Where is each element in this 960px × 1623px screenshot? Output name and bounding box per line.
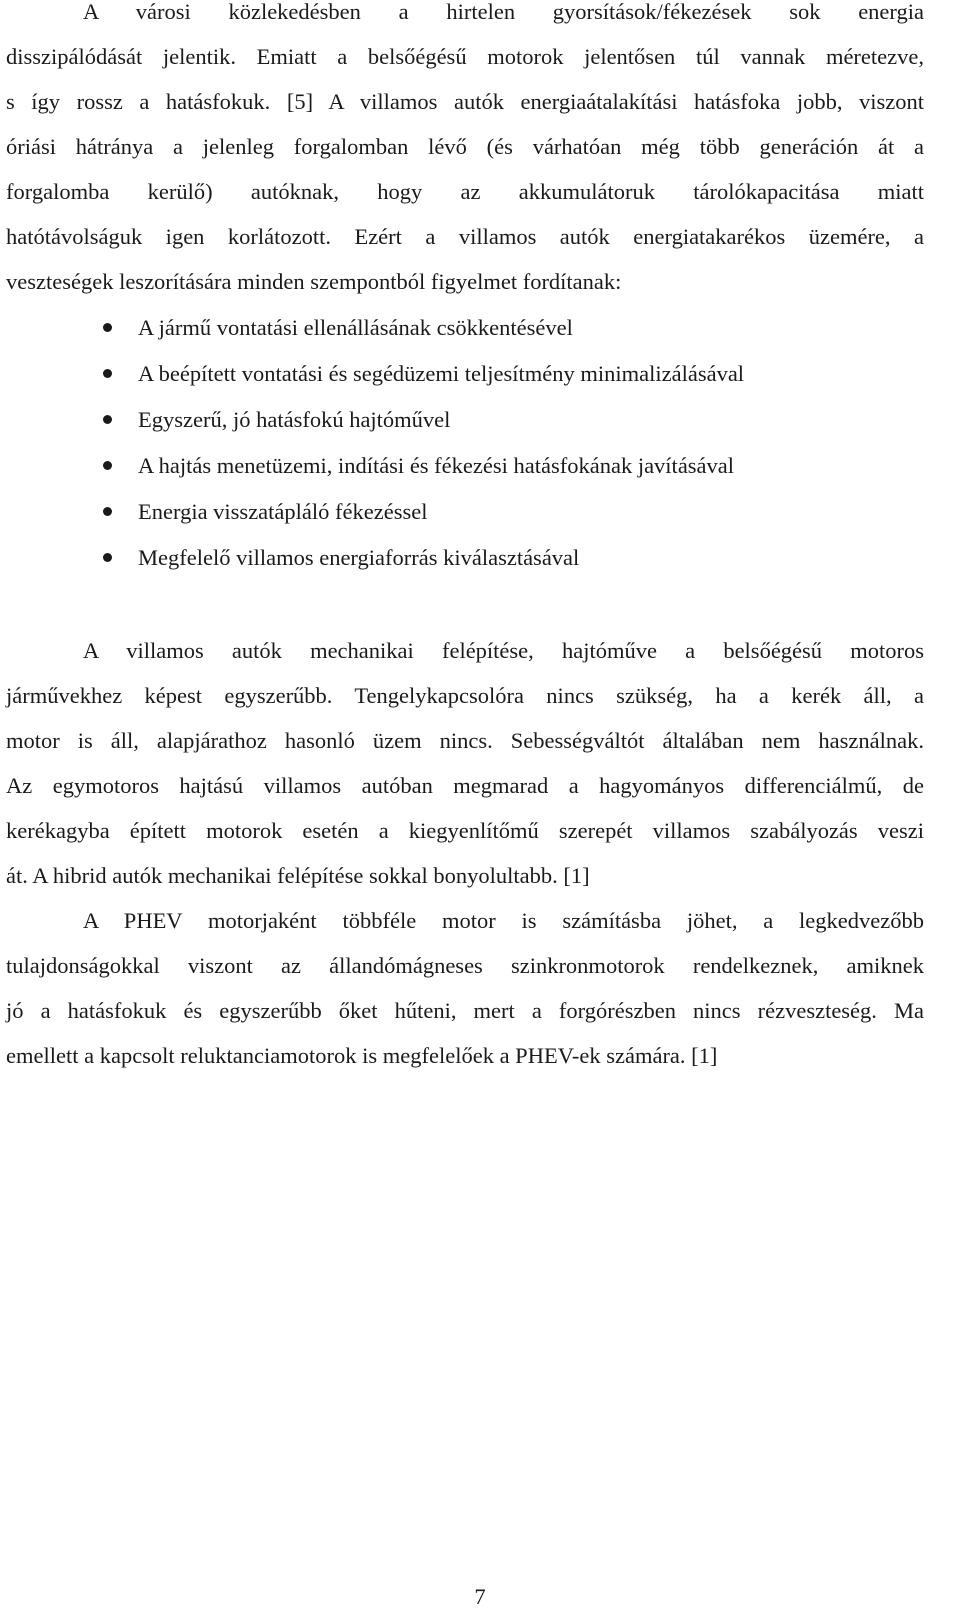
paragraph-line: hatótávolságuk igen korlátozott. Ezért a villamos autók energiatakarékos üzemére, a [6, 224, 924, 249]
paragraph-line: jó a hatásfokuk és egyszerűbb őket hűteni, mert a forgórészben nincs rézveszteség. Ma [6, 998, 924, 1023]
paragraph-line: Az egymotoros hajtású villamos autóban megmarad a hagyományos differenciálmű, de [6, 773, 924, 798]
paragraph-line: óriási hátránya a jelenleg forgalomban lévő (és várhatóan még több generáción át a [6, 134, 924, 159]
bullet-icon [103, 553, 112, 562]
list-item [6, 405, 924, 435]
paragraph-line: A városi közlekedésben a hirtelen gyorsítások/fékezések sok energia [83, 0, 924, 24]
bullet-icon [103, 323, 112, 332]
paragraph-line: át. A hibrid autók mechanikai felépítése sokkal bonyolultabb. [1] [6, 863, 590, 888]
paragraph-line: kerékagyba épített motorok esetén a kiegyenlítőmű szerepét villamos szabályozás veszi [6, 818, 924, 843]
list-item [6, 313, 924, 343]
list-item [6, 497, 924, 527]
list-item-text: Egyszerű, jó hatásfokú hajtóművel [138, 407, 451, 432]
list-item-text: A jármű vontatási ellenállásának csökkentésével [138, 315, 573, 340]
bullet-icon [103, 415, 112, 424]
page-number: 7 [474, 1584, 486, 1609]
bullet-icon [103, 461, 112, 470]
list-item [6, 359, 924, 389]
paragraph-line: s így rossz a hatásfokuk. [5] A villamos autók energiaátalakítási hatásfoka jobb, viszont [6, 89, 924, 114]
paragraph-line: forgalomba kerülő) autóknak, hogy az akkumulátoruk tárolókapacitása miatt [6, 179, 924, 204]
bullet-icon [103, 507, 112, 516]
list-item-text: A hajtás menetüzemi, indítási és fékezési hatásfokának javításával [138, 453, 735, 478]
paragraph-line: A villamos autók mechanikai felépítése, hajtóműve a belsőégésű motoros [83, 638, 924, 663]
paragraph-line: tulajdonságokkal viszont az állandómágneses szinkronmotorok rendelkeznek, amiknek [6, 953, 924, 978]
list-item-text: A beépített vontatási és segédüzemi teljesítmény minimalizálásával [138, 361, 745, 386]
paragraph-line: járművekhez képest egyszerűbb. Tengelykapcsolóra nincs szükség, ha a kerék áll, a [6, 683, 924, 708]
list-item [6, 451, 924, 481]
paragraph-line: A PHEV motorjaként többféle motor is számításba jöhet, a legkedvezőbb [83, 908, 924, 933]
list-item [6, 543, 924, 573]
bullet-icon [103, 369, 112, 378]
list-item-text: Megfelelő villamos energiaforrás kiválasztásával [138, 545, 580, 570]
paragraph-line: disszipálódását jelentik. Emiatt a belsőégésű motorok jelentősen túl vannak méretezve, [6, 44, 924, 69]
paragraph-line: veszteségek leszorítására minden szempontból figyelmet fordítanak: [6, 269, 622, 294]
paragraph-line: emellett a kapcsolt reluktanciamotorok is megfelelőek a PHEV-ek számára. [1] [6, 1043, 718, 1068]
list-item-text: Energia visszatápláló fékezéssel [138, 499, 428, 524]
paragraph-line: motor is áll, alapjárathoz hasonló üzem nincs. Sebességváltót általában nem használnak. [6, 728, 924, 753]
